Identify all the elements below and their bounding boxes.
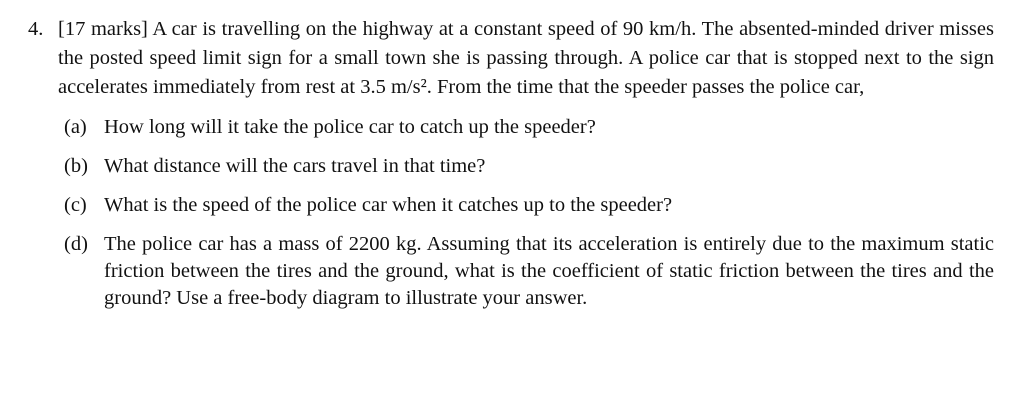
- sub-question-label: (b): [64, 155, 88, 177]
- problem-number: 4.: [28, 18, 44, 40]
- sub-question-b: [64, 153, 994, 180]
- problem-4: [28, 15, 994, 324]
- sub-question-label: (c): [64, 194, 87, 216]
- sub-question-text: What is the speed of the police car when it catches up to the speeder?: [104, 194, 673, 216]
- problem-stem: [28, 15, 994, 102]
- sub-question-label: (a): [64, 116, 87, 138]
- sub-question-text: How long will it take the police car to catch up the speeder?: [104, 116, 596, 138]
- sub-question-list: [64, 114, 994, 312]
- sub-question-label: (d): [64, 233, 88, 255]
- sub-question-text: What distance will the cars travel in that time?: [104, 155, 486, 177]
- sub-question-a: [64, 114, 994, 141]
- sub-question-text: The police car has a mass of 2200 kg. Assuming that its acceleration is entirely due to the maximum static friction between the tires and the ground, what is the coefficient of static friction between the tires and the ground? Use a free-body diagram to illustrate your answer.: [104, 233, 994, 309]
- sub-question-c: [64, 192, 994, 219]
- sub-question-d: [64, 231, 994, 312]
- problem-text: [17 marks] A car is travelling on the highway at a constant speed of 90 km/h. The absented-minded driver misses the posted speed limit sign for a small town she is passing through. A police car that is stopped next to the sign accelerates immediately from rest at 3.5 m/s². From the time that the speeder passes the police car,: [58, 18, 994, 98]
